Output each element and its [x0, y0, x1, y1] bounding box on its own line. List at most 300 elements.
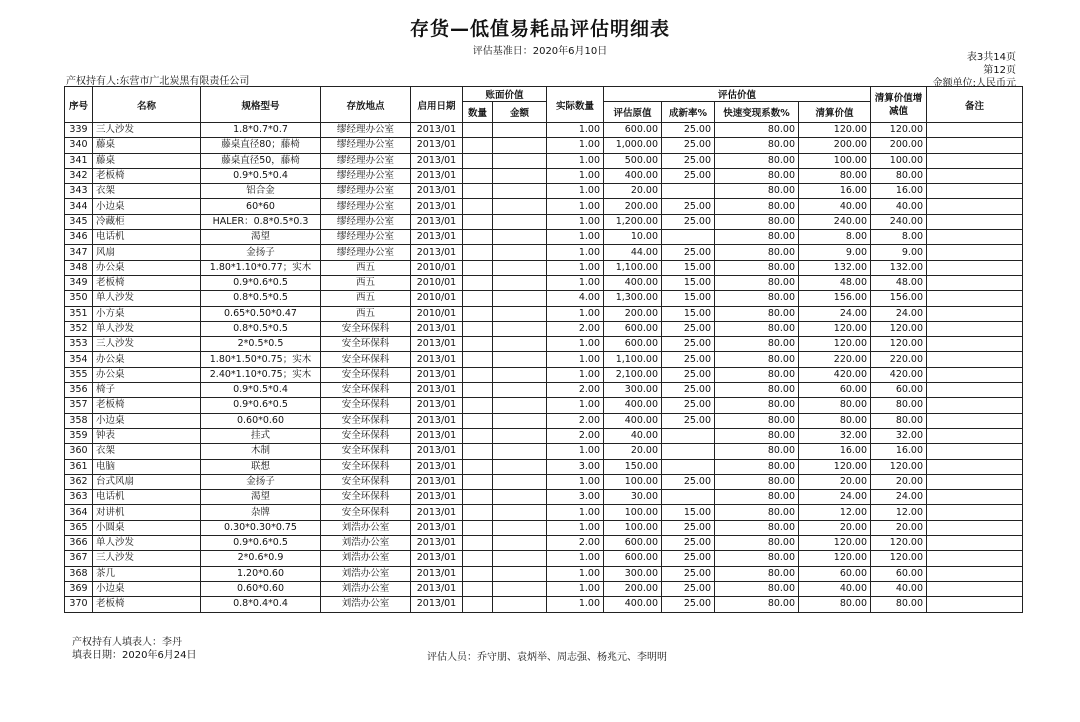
cell-notes: [927, 536, 1023, 551]
cell-seq: 352: [65, 321, 93, 336]
cell-start-date: 2013/01: [411, 230, 463, 245]
cell-notes: [927, 444, 1023, 459]
cell-orig-value: 100.00: [604, 505, 662, 520]
cell-start-date: 2013/01: [411, 505, 463, 520]
cell-new-rate: [662, 184, 715, 199]
cell-spec: 0.60*0.60: [201, 413, 321, 428]
cell-name: 电脑: [93, 459, 201, 474]
cell-new-rate: 25.00: [662, 153, 715, 168]
col-location-header: 存放地点: [321, 87, 411, 123]
cell-liq-value: 120.00: [799, 536, 871, 551]
table-row: [65, 230, 1023, 245]
cell-seq: 369: [65, 581, 93, 596]
cell-seq: 356: [65, 383, 93, 398]
valuation-base-date: 评估基准日：2020年6月10日: [472, 46, 608, 57]
cell-liquidity: 80.00: [715, 245, 799, 260]
cell-change: 60.00: [871, 566, 927, 581]
cell-liq-value: 80.00: [799, 413, 871, 428]
cell-book-amount: [493, 566, 547, 581]
cell-spec: 0.8*0.4*0.4: [201, 597, 321, 612]
cell-seq: 343: [65, 184, 93, 199]
cell-start-date: 2010/01: [411, 306, 463, 321]
cell-start-date: 2013/01: [411, 184, 463, 199]
cell-spec: 0.9*0.6*0.5: [201, 536, 321, 551]
cell-book-amount: [493, 168, 547, 183]
cell-orig-value: 44.00: [604, 245, 662, 260]
cell-location: 安全环保科: [321, 337, 411, 352]
cell-liq-value: 40.00: [799, 581, 871, 596]
cell-start-date: 2013/01: [411, 597, 463, 612]
cell-change: 9.00: [871, 245, 927, 260]
cell-notes: [927, 367, 1023, 382]
cell-name: 老板椅: [93, 168, 201, 183]
cell-liquidity: 80.00: [715, 168, 799, 183]
cell-notes: [927, 490, 1023, 505]
cell-orig-value: 400.00: [604, 275, 662, 290]
table-body: [65, 123, 1023, 613]
cell-orig-value: 1,100.00: [604, 260, 662, 275]
cell-book-qty: [463, 367, 493, 382]
cell-book-qty: [463, 199, 493, 214]
cell-change: 8.00: [871, 230, 927, 245]
cell-new-rate: 15.00: [662, 306, 715, 321]
header-row-1: [65, 87, 1023, 102]
cell-notes: [927, 581, 1023, 596]
cell-change: 120.00: [871, 123, 927, 138]
cell-book-amount: [493, 337, 547, 352]
cell-orig-value: 10.00: [604, 230, 662, 245]
table-row: [65, 551, 1023, 566]
cell-change: 80.00: [871, 413, 927, 428]
cell-name: 小边桌: [93, 413, 201, 428]
cell-change: 80.00: [871, 398, 927, 413]
table-row: [65, 306, 1023, 321]
cell-actual-qty: 1.00: [547, 214, 604, 229]
cell-location: 缪经理办公室: [321, 168, 411, 183]
table-row: [65, 520, 1023, 535]
cell-change: 20.00: [871, 474, 927, 489]
col-new-rate-header: 成新率%: [662, 102, 715, 123]
cell-actual-qty: 1.00: [547, 520, 604, 535]
cell-location: 安全环保科: [321, 505, 411, 520]
cell-spec: 0.65*0.50*0.47: [201, 306, 321, 321]
cell-book-qty: [463, 566, 493, 581]
cell-book-qty: [463, 153, 493, 168]
cell-spec: 1.80*1.50*0.75；实木: [201, 352, 321, 367]
cell-notes: [927, 505, 1023, 520]
cell-spec: 藤桌直径80；藤椅: [201, 138, 321, 153]
cell-spec: 联想: [201, 459, 321, 474]
cell-start-date: 2013/01: [411, 383, 463, 398]
cell-notes: [927, 260, 1023, 275]
cell-new-rate: 25.00: [662, 214, 715, 229]
cell-book-amount: [493, 428, 547, 443]
cell-orig-value: 600.00: [604, 536, 662, 551]
cell-start-date: 2013/01: [411, 245, 463, 260]
cell-liquidity: 80.00: [715, 123, 799, 138]
cell-change: 120.00: [871, 459, 927, 474]
cell-liquidity: 80.00: [715, 367, 799, 382]
cell-liquidity: 80.00: [715, 275, 799, 290]
fill-date: 填表日期：2020年6月24日: [72, 650, 197, 661]
cell-new-rate: [662, 490, 715, 505]
cell-book-amount: [493, 321, 547, 336]
cell-book-qty: [463, 352, 493, 367]
cell-liq-value: 40.00: [799, 199, 871, 214]
col-actual-qty-header: 实际数量: [547, 87, 604, 123]
cell-book-qty: [463, 306, 493, 321]
cell-change: 48.00: [871, 275, 927, 290]
cell-start-date: 2013/01: [411, 168, 463, 183]
cell-book-qty: [463, 138, 493, 153]
cell-change: 20.00: [871, 520, 927, 535]
cell-seq: 339: [65, 123, 93, 138]
cell-seq: 370: [65, 597, 93, 612]
cell-orig-value: 200.00: [604, 306, 662, 321]
cell-spec: 杂牌: [201, 505, 321, 520]
table-row: [65, 168, 1023, 183]
cell-actual-qty: 1.00: [547, 184, 604, 199]
cell-new-rate: 15.00: [662, 260, 715, 275]
table-row: [65, 337, 1023, 352]
cell-book-qty: [463, 459, 493, 474]
cell-book-qty: [463, 551, 493, 566]
cell-seq: 357: [65, 398, 93, 413]
cell-liquidity: 80.00: [715, 352, 799, 367]
cell-spec: 2*0.5*0.5: [201, 337, 321, 352]
cell-book-qty: [463, 260, 493, 275]
form-filler: 产权持有人填表人：李丹: [72, 637, 182, 648]
cell-book-amount: [493, 275, 547, 290]
cell-liq-value: 200.00: [799, 138, 871, 153]
cell-change: 156.00: [871, 291, 927, 306]
cell-spec: HALER：0.8*0.5*0.3: [201, 214, 321, 229]
cell-notes: [927, 138, 1023, 153]
cell-change: 32.00: [871, 428, 927, 443]
cell-actual-qty: 1.00: [547, 168, 604, 183]
table-row: [65, 459, 1023, 474]
cell-book-qty: [463, 214, 493, 229]
cell-actual-qty: 1.00: [547, 444, 604, 459]
cell-actual-qty: 1.00: [547, 123, 604, 138]
cell-orig-value: 600.00: [604, 551, 662, 566]
cell-spec: 渴望: [201, 230, 321, 245]
cell-change: 80.00: [871, 597, 927, 612]
col-start-date-header: 启用日期: [411, 87, 463, 123]
cell-new-rate: 25.00: [662, 398, 715, 413]
cell-liq-value: 100.00: [799, 153, 871, 168]
cell-liquidity: 80.00: [715, 153, 799, 168]
cell-orig-value: 200.00: [604, 581, 662, 596]
cell-liquidity: 80.00: [715, 138, 799, 153]
cell-notes: [927, 275, 1023, 290]
cell-name: 台式风扇: [93, 474, 201, 489]
cell-notes: [927, 184, 1023, 199]
cell-book-qty: [463, 168, 493, 183]
cell-liq-value: 80.00: [799, 597, 871, 612]
cell-change: 40.00: [871, 199, 927, 214]
cell-book-amount: [493, 367, 547, 382]
cell-orig-value: 20.00: [604, 184, 662, 199]
cell-change: 12.00: [871, 505, 927, 520]
cell-actual-qty: 4.00: [547, 291, 604, 306]
cell-new-rate: 25.00: [662, 520, 715, 535]
cell-new-rate: 25.00: [662, 597, 715, 612]
cell-book-amount: [493, 597, 547, 612]
cell-change: 120.00: [871, 337, 927, 352]
cell-name: 三人沙发: [93, 551, 201, 566]
cell-notes: [927, 597, 1023, 612]
cell-spec: 0.9*0.5*0.4: [201, 168, 321, 183]
cell-actual-qty: 1.00: [547, 153, 604, 168]
eval-value-group-header: 评估价值: [604, 87, 871, 102]
cell-liquidity: 80.00: [715, 581, 799, 596]
col-amount-header: 金额: [493, 102, 547, 123]
cell-liquidity: 80.00: [715, 230, 799, 245]
cell-book-qty: [463, 123, 493, 138]
cell-book-qty: [463, 490, 493, 505]
cell-location: 刘浩办公室: [321, 581, 411, 596]
cell-name: 藤桌: [93, 153, 201, 168]
table-row: [65, 153, 1023, 168]
cell-new-rate: 25.00: [662, 138, 715, 153]
cell-book-qty: [463, 597, 493, 612]
cell-new-rate: 25.00: [662, 199, 715, 214]
cell-spec: 0.9*0.5*0.4: [201, 383, 321, 398]
cell-book-qty: [463, 291, 493, 306]
cell-liq-value: 12.00: [799, 505, 871, 520]
table-row: [65, 566, 1023, 581]
cell-liquidity: 80.00: [715, 383, 799, 398]
cell-name: 办公桌: [93, 352, 201, 367]
table-row: [65, 428, 1023, 443]
cell-seq: 353: [65, 337, 93, 352]
cell-liquidity: 80.00: [715, 184, 799, 199]
cell-new-rate: 25.00: [662, 123, 715, 138]
cell-book-qty: [463, 505, 493, 520]
cell-spec: 金扬子: [201, 245, 321, 260]
cell-actual-qty: 1.00: [547, 260, 604, 275]
cell-liquidity: 80.00: [715, 505, 799, 520]
cell-book-qty: [463, 245, 493, 260]
cell-book-amount: [493, 490, 547, 505]
cell-liq-value: 420.00: [799, 367, 871, 382]
cell-liquidity: 80.00: [715, 428, 799, 443]
cell-name: 单人沙发: [93, 321, 201, 336]
cell-liquidity: 80.00: [715, 199, 799, 214]
cell-notes: [927, 428, 1023, 443]
table-row: [65, 367, 1023, 382]
cell-book-amount: [493, 230, 547, 245]
cell-liquidity: 80.00: [715, 214, 799, 229]
cell-location: 刘浩办公室: [321, 536, 411, 551]
cell-book-amount: [493, 214, 547, 229]
table-row: [65, 352, 1023, 367]
cell-seq: 350: [65, 291, 93, 306]
cell-spec: 铝合金: [201, 184, 321, 199]
cell-actual-qty: 1.00: [547, 505, 604, 520]
cell-seq: 365: [65, 520, 93, 535]
cell-book-amount: [493, 444, 547, 459]
cell-liquidity: 80.00: [715, 413, 799, 428]
cell-name: 衣架: [93, 184, 201, 199]
cell-spec: 1.20*0.60: [201, 566, 321, 581]
cell-notes: [927, 383, 1023, 398]
cell-liq-value: 120.00: [799, 337, 871, 352]
cell-actual-qty: 1.00: [547, 551, 604, 566]
cell-notes: [927, 566, 1023, 581]
cell-new-rate: 25.00: [662, 352, 715, 367]
cell-new-rate: [662, 459, 715, 474]
cell-seq: 347: [65, 245, 93, 260]
cell-notes: [927, 291, 1023, 306]
cell-book-amount: [493, 184, 547, 199]
cell-book-amount: [493, 536, 547, 551]
cell-orig-value: 30.00: [604, 490, 662, 505]
page-number: 第12页: [983, 65, 1016, 76]
cell-new-rate: 25.00: [662, 245, 715, 260]
cell-spec: 0.8*0.5*0.5: [201, 291, 321, 306]
cell-liq-value: 16.00: [799, 184, 871, 199]
cell-location: 安全环保科: [321, 383, 411, 398]
cell-new-rate: 25.00: [662, 367, 715, 382]
cell-change: 120.00: [871, 551, 927, 566]
cell-liq-value: 80.00: [799, 168, 871, 183]
cell-location: 安全环保科: [321, 474, 411, 489]
cell-start-date: 2013/01: [411, 123, 463, 138]
cell-name: 三人沙发: [93, 337, 201, 352]
cell-book-amount: [493, 505, 547, 520]
cell-seq: 348: [65, 260, 93, 275]
cell-seq: 354: [65, 352, 93, 367]
cell-spec: 金扬子: [201, 474, 321, 489]
cell-name: 办公桌: [93, 367, 201, 382]
cell-location: 缪经理办公室: [321, 199, 411, 214]
cell-liq-value: 20.00: [799, 474, 871, 489]
cell-spec: 木制: [201, 444, 321, 459]
cell-start-date: 2013/01: [411, 138, 463, 153]
col-spec-header: 规格型号: [201, 87, 321, 123]
cell-change: 24.00: [871, 306, 927, 321]
cell-orig-value: 400.00: [604, 413, 662, 428]
cell-liq-value: 60.00: [799, 566, 871, 581]
cell-change: 120.00: [871, 321, 927, 336]
cell-new-rate: 25.00: [662, 536, 715, 551]
table-row: [65, 474, 1023, 489]
col-qty-header: 数量: [463, 102, 493, 123]
cell-orig-value: 300.00: [604, 566, 662, 581]
cell-actual-qty: 1.00: [547, 306, 604, 321]
cell-book-qty: [463, 474, 493, 489]
cell-start-date: 2013/01: [411, 536, 463, 551]
cell-change: 132.00: [871, 260, 927, 275]
cell-liquidity: 80.00: [715, 597, 799, 612]
cell-start-date: 2013/01: [411, 428, 463, 443]
cell-name: 办公桌: [93, 260, 201, 275]
cell-start-date: 2013/01: [411, 413, 463, 428]
table-row: [65, 291, 1023, 306]
cell-change: 240.00: [871, 214, 927, 229]
currency-unit: 金额单位:人民币元: [932, 78, 1016, 89]
cell-orig-value: 600.00: [604, 123, 662, 138]
cell-location: 刘浩办公室: [321, 566, 411, 581]
cell-seq: 342: [65, 168, 93, 183]
cell-liq-value: 9.00: [799, 245, 871, 260]
cell-name: 椅子: [93, 383, 201, 398]
cell-location: 缪经理办公室: [321, 214, 411, 229]
cell-liq-value: 220.00: [799, 352, 871, 367]
cell-orig-value: 1,100.00: [604, 352, 662, 367]
cell-spec: 挂式: [201, 428, 321, 443]
cell-orig-value: 150.00: [604, 459, 662, 474]
cell-book-amount: [493, 520, 547, 535]
cell-notes: [927, 459, 1023, 474]
cell-location: 刘浩办公室: [321, 597, 411, 612]
cell-liquidity: 80.00: [715, 551, 799, 566]
cell-book-amount: [493, 260, 547, 275]
cell-liquidity: 80.00: [715, 444, 799, 459]
table-row: [65, 413, 1023, 428]
cell-change: 200.00: [871, 138, 927, 153]
cell-new-rate: 25.00: [662, 581, 715, 596]
cell-seq: 362: [65, 474, 93, 489]
cell-new-rate: 15.00: [662, 275, 715, 290]
cell-actual-qty: 3.00: [547, 490, 604, 505]
cell-orig-value: 400.00: [604, 398, 662, 413]
col-change-header: 清算价值增减值: [871, 87, 927, 123]
cell-change: 40.00: [871, 581, 927, 596]
cell-book-qty: [463, 337, 493, 352]
cell-notes: [927, 245, 1023, 260]
cell-actual-qty: 1.00: [547, 597, 604, 612]
cell-new-rate: [662, 444, 715, 459]
cell-start-date: 2013/01: [411, 367, 463, 382]
cell-orig-value: 400.00: [604, 168, 662, 183]
cell-orig-value: 500.00: [604, 153, 662, 168]
cell-change: 16.00: [871, 444, 927, 459]
cell-liq-value: 156.00: [799, 291, 871, 306]
cell-spec: 2*0.6*0.9: [201, 551, 321, 566]
cell-orig-value: 1,300.00: [604, 291, 662, 306]
cell-orig-value: 20.00: [604, 444, 662, 459]
cell-actual-qty: 1.00: [547, 275, 604, 290]
cell-orig-value: 100.00: [604, 474, 662, 489]
cell-notes: [927, 199, 1023, 214]
cell-seq: 351: [65, 306, 93, 321]
table-row: [65, 199, 1023, 214]
cell-notes: [927, 214, 1023, 229]
cell-spec: 渴望: [201, 490, 321, 505]
cell-location: 缪经理办公室: [321, 245, 411, 260]
cell-actual-qty: 1.00: [547, 398, 604, 413]
col-name-header: 名称: [93, 87, 201, 123]
cell-book-amount: [493, 291, 547, 306]
cell-name: 小边桌: [93, 199, 201, 214]
cell-spec: 0.60*0.60: [201, 581, 321, 596]
cell-spec: 0.8*0.5*0.5: [201, 321, 321, 336]
cell-orig-value: 600.00: [604, 321, 662, 336]
cell-new-rate: 25.00: [662, 474, 715, 489]
cell-seq: 367: [65, 551, 93, 566]
cell-notes: [927, 398, 1023, 413]
cell-name: 老板椅: [93, 398, 201, 413]
cell-orig-value: 400.00: [604, 597, 662, 612]
cell-book-amount: [493, 245, 547, 260]
cell-actual-qty: 1.00: [547, 199, 604, 214]
cell-location: 缪经理办公室: [321, 153, 411, 168]
cell-spec: 1.80*1.10*0.77；实木: [201, 260, 321, 275]
cell-orig-value: 600.00: [604, 337, 662, 352]
